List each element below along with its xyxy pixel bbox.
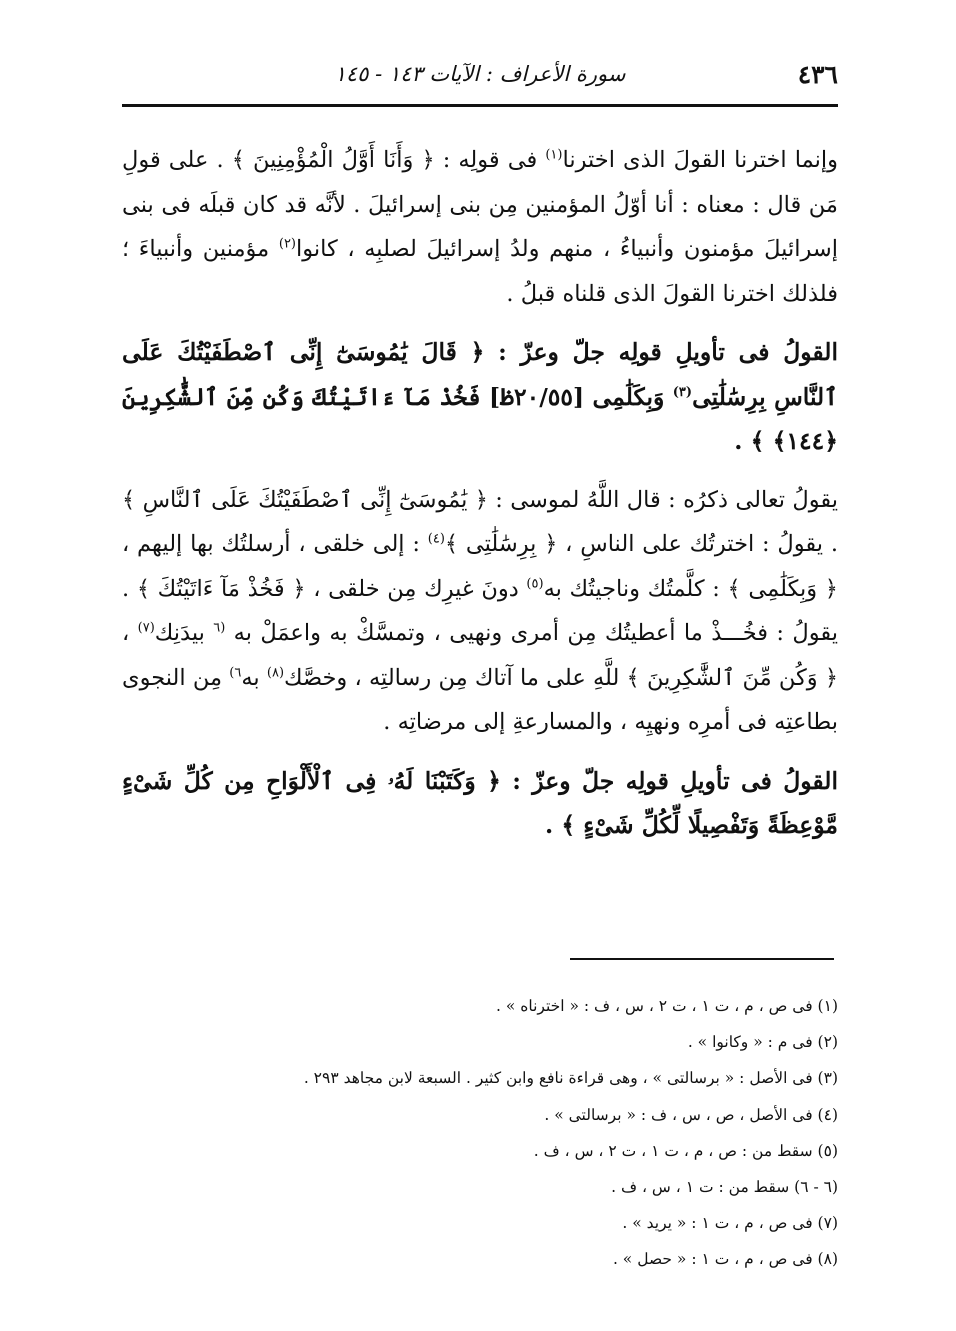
- paragraph-3: [122, 478, 838, 745]
- page-header: [122, 58, 838, 98]
- text-segment: القولُ فى تأويلِ قولِه جلّ وعزّ : ﴿ قَالَ يَٰمُوسَىٰٓ إِنِّى ٱصْطَفَيْتُكَ عَلَى ٱلنَّاسِ بِرِسَٰلَٰتِى: [122, 338, 838, 411]
- text-segment: : إلى خلقى ، أرسلتُك بها إليهم ، ﴿ وَبِكَلَٰمِى ﴾ : كلَّمتُك وناجيتُك به: [122, 531, 838, 602]
- footnote-marker: (٧): [137, 620, 155, 636]
- text-segment: وإنما اخترنا القولَ الذى اخترنا: [562, 147, 838, 173]
- main-text: [122, 138, 838, 862]
- footnote-2: (٢) فى م : « وكانوا » .: [687, 1033, 838, 1052]
- text-segment: مِن النجوى بطاعتِه فى أمرِه ونهيِه ، والمسارعةِ إلى مرضاتِه .: [122, 664, 838, 735]
- footnote-1: (١) فى ص ، م ، ت ١ ، ت ٢ ، س ، ف : « اخترناه » .: [496, 997, 838, 1015]
- footnote-8: (٨) فى ص ، م ، ت ١ : « حصل » .: [612, 1250, 838, 1269]
- text-segment: فى قولِه : ﴿ وَأَنَا أَوَّلُ الْمُؤْمِنِينَ ﴾ . على قولِ مَن قال : معناه : أنا أوّلُ المؤمنين مِن بنى إسرائيلَ . لأنَّه قد كان قبلَه فى بنى إسرائيلَ مؤمنون وأنبياءُ ، منهم ولدُ إسرائيلَ لصلبِه ، كانوا: [122, 147, 839, 262]
- footnote-marker: (٥): [526, 576, 544, 591]
- text-segment: به: [241, 664, 267, 691]
- header-divider: [122, 104, 838, 107]
- footnote-marker: (١): [545, 147, 563, 163]
- footnote-3: (٣) فى الأصل : « برسالتى » ، وهى قراءة نافع وابن كثير . السبعة لابن مجاهد ٢٩٣ .: [303, 1069, 838, 1088]
- footnote-7: (٧) فى ص ، م ، ت ١ : « يريد » .: [622, 1214, 838, 1233]
- text-segment: وَبِكَلَٰمِى [٢٠/٥٥ظ] فَخُذْ مَآ ءَاتَيْتُكَ وَكُن مِّنَ ٱلشَّٰكِرِينَ ﴿١٤٤﴾ ﴾ .: [122, 382, 838, 455]
- footnote-marker: (٤): [427, 531, 445, 547]
- text-segment: مؤمنين وأنبياءَ ؛ فلذلك اخترنا القولَ الذى قلناه قبلُ .: [122, 236, 838, 307]
- footnote-4: (٤) فى الأصل ، ص ، س ، ف : « برسالتى » .: [544, 1105, 838, 1124]
- footnote-marker: (٢): [278, 236, 296, 252]
- running-title: سورة الأعراف : الآيات ١٤٣ - ١٤٥: [334, 62, 626, 86]
- paragraph-1: [122, 138, 838, 316]
- text-segment: ، ﴿ وَكُن مِّنَ ٱلشَّٰكِرِينَ ﴾ للَّهِ على ما آتاك مِن رسالتِه ، وخصَّك: [122, 620, 838, 691]
- text-segment: يقولُ تعالى ذكرُه : قال اللَّهُ لموسى : ﴿ يَٰمُوسَىٰٓ إِنِّى ٱصْطَفَيْتُكَ عَلَى ٱلنَّاسِ ﴾ . يقولُ : اخترتُك على الناسِ ، ﴿ بِرِسَٰلَٰتِى ﴾: [122, 486, 838, 557]
- paragraph-2-heading: [122, 330, 838, 464]
- footnote-marker: (٣): [672, 384, 693, 400]
- footnote-marker: ٦): [229, 665, 242, 680]
- footnotes: [122, 988, 838, 1278]
- page-number: ٤٣٦: [797, 60, 838, 89]
- footnote-5: (٥) سقط من : ص ، م ، ت ١ ، ت ٢ ، س ، ف .: [533, 1141, 838, 1160]
- paragraph-4-heading: [122, 759, 838, 848]
- text-segment: دونَ غيرِك مِن خلقى ، ﴿ فَخُذْ مَآ ءَاتَيْتُكَ ﴾ . يقولُ : فخُـــذْ ما أعطيتُك مِن أمرى ونهيى ، وتمسَّكْ به واعمَلْ به: [122, 575, 838, 646]
- text-segment: القولُ فى تأويلِ قولِه جلّ وعزّ : ﴿ وَكَتَبْنَا لَهُۥ فِى ٱلْأَلْوَاحِ مِن كُلِّ شَىْءٍ مَّوْعِظَةً وَتَفْصِيلًا لِّكُلِّ شَىْءٍ ﴾ .: [122, 766, 838, 839]
- footnote-6: (٦ - ٦) سقط من : ت ١ ، س ، ف .: [611, 1178, 838, 1197]
- footnote-marker: (٨): [266, 665, 285, 680]
- footnote-marker: (٦: [213, 620, 226, 636]
- footnote-divider: [570, 958, 834, 960]
- text-segment: بيدَنِك: [154, 620, 214, 646]
